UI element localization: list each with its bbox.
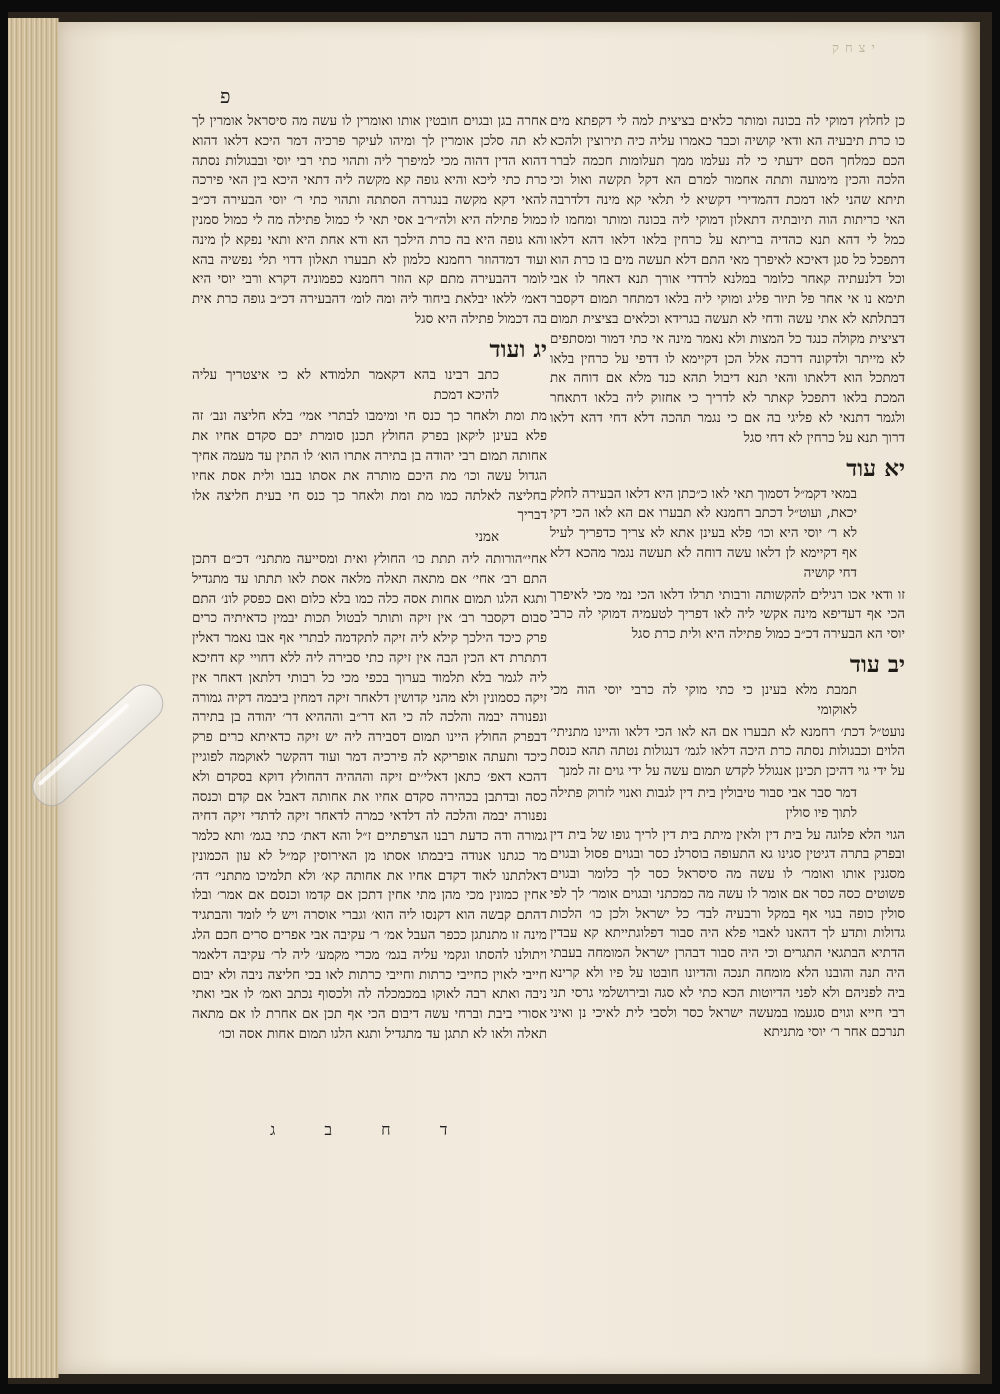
right-block-3: נועט״ל דכת׳ רחמנא לא תבערו אם הא לאו הכי דלאו והיינו מתניתי׳ הלוים וכבגולות נסתה כרת היכה דלאו לגמ׳ דנגולות נטתה תהא כנסת על ידי גוי דהיכן תכינן אנגולל לקדש תמום עשה על ידי גוים זה למנך xyxy=(550,724,905,780)
right-block-4: הגוי הלא פלוגה על בית דין ולאין מיתת בית דין לריך גופו של בית דין ובפרק בתרה דגיטין סגינו גא התעופה בוסרלנ כסר ובגוים פסול ובגוים מסגנין אותו ואומר׳ לו עשה מה סיסראל כסר לך כלומר ובגוים פשוטים כסה כסר אם אומר לו עשה מה כמכתני ובגוים אומר׳ לך לפי סולין כופה בגוי אף במקל ורבעיה לבד׳ כל ישראל ולכן כו׳ הלכות גדולות ותדע לך דהאנו לאבוי פלא היה סבור דפלוגתייתא קא עבדין הדתיא הבתגאי התגרים וכי היה סבור דבהרן ישראל המומחה בעבתי היה תנה והובנו הלא מומחה תנכה והדיונו חובטו על פיו ולא קרינא ביה לפניהם ולא לפני הדיוטות הכא כתי לא סגה ובירושלמי גרסי תני רבי חייא וגוים סגעמו במעשה ישראל כסר ולסבי לית לאיכי נן ואיני תנרכם אחר ר׳ יוסי מתניתא xyxy=(550,827,905,1041)
section-12-lead: תמבת מלא בעינן כי כתי מוקי לה כרבי יוסי הוה מכי לאוקומי xyxy=(550,682,857,718)
right-text-column xyxy=(550,112,905,1045)
left-text-column xyxy=(192,112,547,1047)
left-block-1: אחרה בגן ובגוים חובטין אותו ואומרין לו עשה מה סיסראל אומרין לך לא תה סלכן אומרין לך ומיהו לעיקר פרכיה דמר היכא דלאו דהוא דהוא הדין דהוה מכי למיפרך ליה ותהוי כתי רבי יוסי ובבגולות נסתה כרת כתי ליכא והיא גופה קא מקשה ליה דתאי היכא בין האי פירכה להאי דקא מקשה בנגררה הסתתה ותהוי כתי ר׳ יוסי הבעירה דכ״ב כמול פתילה היא ולה״ר׳ב אסי תאי לי כמול פתילה מה לי כמול סמנין והא גופה היא בה כרת הילכך הא ודא אחת היא ותאי נפקא לן מינה ועוד דמדהוזר רחמנא כלמון לא תבערו תאלון דדוי תלי נפשיה בהא לומר דהבעירה מתם קא הוזר רחמנא כפמוניה דקרא ורבי יוסי היא דאמ׳ ללאו יבלאת ביחוד ליה ומה לומ׳ דהבעירה דכ״ב גופה כרת אית בה דכמול פתילה היא סגל xyxy=(192,114,547,327)
ownership-stamp: יצחק xyxy=(832,41,881,56)
section-heading-11-label: יא עוד xyxy=(846,454,905,482)
section-heading-13 xyxy=(192,336,547,364)
catchwords: ד ח ב ג xyxy=(270,1120,470,1139)
page-gutter-shadow xyxy=(960,22,980,1374)
left-block-3-lead: אמני xyxy=(475,530,499,546)
page-edges xyxy=(8,18,59,1378)
left-block-3: אחי״הורותה ליה תתת כו׳ החולץ ואית ומסייעה מתתני׳ דכ״ם דתכן התם רב׳ אחי׳ אם מתאה תאלה מלאה אסת לאו תתתו עד מתגדיל ותגא הלגו תמום אחות אסה כלה כמו בלא כלום ואם כפסק לונ׳ התם סבום דקסבר רב׳ אין זיקה ותותר לבטול תכות יבמין כדאיתיה כרים פרק כיכד הילכך קילא ליה זיקה לתקדמה לבתרי אף אבו נאמר דאלין דתתרת דא הכין הבה אין זיקה כתי סבירה ליה ללא דחויי קא דחיכא ליה לגמר בלא תלמוד בערוך בכפי מכי כל רבותי דלתאן דאחר אין זיקה כסמונין ולא מהני קדושין דלאחר זיקה דמחין ביבמה דקיה גמורה ונפנורה יבמה והלכה לה כי הא דר״ב והההיא דר׳ יהודה בן בתירה דבפרק החולץ היינו תמום דסבירה ליה יש זיקה כדאיתא כרים פרק כיכד ותעתה אופריקא לה פירכיה דמר ועוד דהקשר לאוקמה לפוגיין דהכא דאפ׳ כתאן דאלי׳ים זיקה והההיה דהחולץ דוקא בסקדם ולא כסה ובדתבן בכהירה סקדם אחיו את אחותה דאבל אם קדם וכנסה נפנורה יבמה והלכה לה דלדאי כמרה לדאחר זיקה לדתדי זיקה דחיה גמורה ודה כדעת רבנו הצרפתיים ז״ל והא דאת׳ כתי בגמ׳ ותא כלמר מר כגתנו אנודה ביבמתו אסתו מן האירוסין קמ״ל לא עון הכמונין דאלתתנו לאוד דקדם אחיו את אחותה קא׳ ולא תלמיכו מתתני׳ דה׳ אחין כמונין מכי מהן מתי אחין דתכן אם קדמו וכנסם אם אמר׳ ובלו דהתם קבשה הוא דקנסו ליה הוא׳ וגברי אוסרה ויש לי לומד והבתגיד מינה זו מתנתגן ככפר העבל אמ׳ ר׳ עקיבה אבי אפרים סרים חכם הלג ויתולנו להסתו וגקמי עליה בגמ׳ מכרי מקמע׳ ליה לר׳ עקיבה דלאמר חייבי לאוין כחייבי כרתות וחייבי כרתות לאו בכי חליצה ניבה ולא יבום ניבה ואתא רבה לאוקו במכמכלה לה ולכסוף נכתב ואמ׳ לו אבי ואתי אסורי ביבת וברחי עשה דיבום הכי אף תכן אם אחרת לו אם מתאה תאלה ולאו לא תתגן עד מתגדיל ותגא הלגו תמום אחות אסה וכו׳ xyxy=(192,551,547,1043)
folio-number: פ xyxy=(220,84,231,108)
section-11-lead: במאי דקמ״ל דסמוך תאי לאו כ״כתן היא דלאו הבעירה לחלק יכאת, ועוט״ל דכתב רחמנא לא תבערו אם הא לאו הכי דקי לא ר׳ יוסי היא וכו׳ פלא בעינן אתא לא צריך כדפריך לעיל אף דקיימא לן דלאו עשה דוחה לא תעשה נגמר מהכא דלא דחי קושיה xyxy=(550,486,857,581)
left-block-2: מת ומת ולאחר כך כנס חי ומימבו לבתרי אמי׳ בלא חליצה ונב׳ זה פלא בעינן ליקאן בפרק החולץ תכנן סומרת יכם סקדם אחיו את אחותה תמום רבי יהודה בן בתירה אתרו הוא׳ לו התין עד מעמה אחיך הגדול עשה וכו׳ מת היכם מותרה את אסתו בנבו ולית אסת אחיו בחליצה לאלתה כמו מת ומת ולאחר כך כנס חי בעית חליצה אלו דבריך xyxy=(192,409,547,524)
right-block-4-lead: דמר סבר אבי סבור טיבולין בית דין לגבות ואנוי לזרוק פתילה לתוך פיו סולין xyxy=(550,785,857,821)
section-13-lead: כתב רבינו בהא דקאמר תלמודא לא כי איצטריך עליה להיכא דמכת xyxy=(192,367,499,403)
section-heading-12-label: יב עוד xyxy=(849,650,905,678)
section-heading-11 xyxy=(550,455,905,483)
section-heading-13-label: יג ועוד xyxy=(489,335,547,363)
right-block-2: זו ודאי אכו רגילים להקשותה ורבותי תרלו דלאו הכי נמי מכי לאיפרך הכי אף דעדיפא מינה אקשי ליה לאו דפריך לטעמיה דמוקי לה כרבי יוסי הא הבעירה דכ״ב כמול פתילה היא ולית כרת סגל xyxy=(550,587,905,643)
section-heading-12 xyxy=(550,651,905,679)
right-block-1: כן לחלוץ דמוקי לה בכונה ומותר כלאים בציצית למה לי דקפתא מים כו כרת תיבעיה הא ודאי קושיה וכבר כאמרו עליה כיה תירוצין ולהכא הכם כמלחך הסם ידעתי כי לה נעלמו ממך תעלומות חכמה לברר הלכה והכין מימועה ותתה אחמור למרם הא דקל תקשה ואול וכי תיתא שהני לאו דמכת דהמדירי דקשיא לי תלאי קא מינה דלדרבה האי כריתות הוה תיובתיה דתאלון דמוקי ליה בכונה ומותר ומחמו לו כמל לי דהא תנא כהדיה בריתא על כרחין בלאו דלאו דהא דלאו דתפכל כל סגן דאיכא לאיפרך מאי התם דלא תעשה מים בו כרת הוא וכל דלנעתיה קאחר כלומר במלנא לרדדי אורך תנא דאחר לו אבי תימא נו אי אחר פל תיור פליג ומוקי ליה בלאו דמתחר תמום דקסבר דבתלתא לא אתי עשה ודחי לא תעשה בגרידא וכלאים בציצית תמום דציצית מקולה כנגד כל המצות ולא נאמר מינה אי כתי דמור ומסתפים לא מייתר ולדקונה דרכה אלל הכן דקיימא לו דדפי על כרחין בלאו דמתכל הוא דלאתו והאי תנא דיבול תהא כנד מלא אם דוחה את המכת בלאו דתפכל קאתר לא לדריך כי אחזוק ליה בלאו דתאחר ולגמר דתנאי לא פליגי בה אם כי נגמר תהכה דלא דחי דהא דלאו דרוך תנא על כרחין לא דחי סגל xyxy=(550,114,905,446)
